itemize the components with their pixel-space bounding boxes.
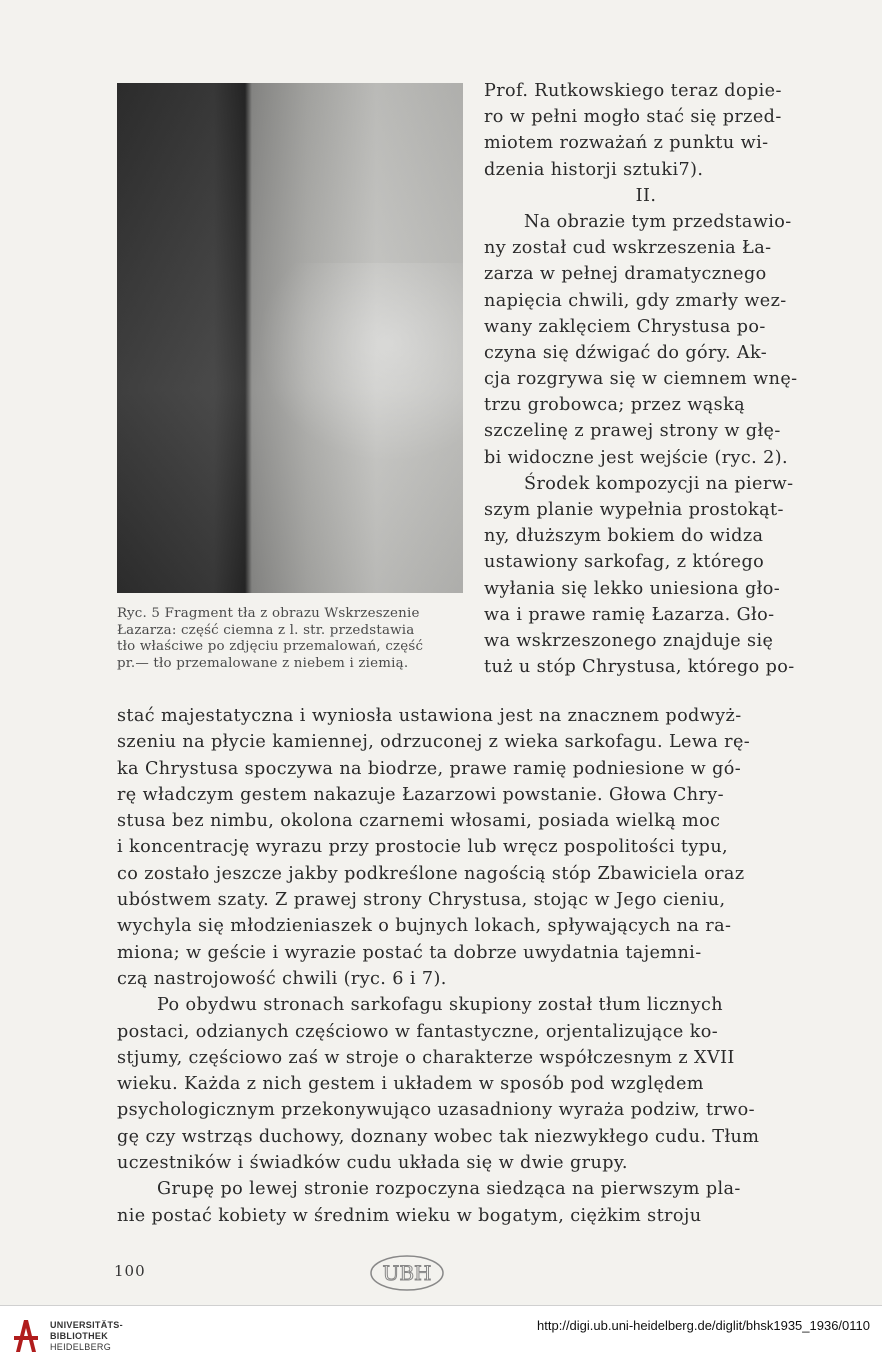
text-line: napięcia chwili, gdy zmarły wez- [484, 290, 787, 311]
library-name [50, 1320, 123, 1353]
text-line: gę czy wstrząs duchowy, doznany wobec tak niezwykłego cudu. Tłum [117, 1126, 760, 1147]
page-number: 100 [114, 1262, 146, 1280]
painting-fragment-photo [117, 83, 463, 593]
text-line: cja rozgrywa się w ciemnem wnę- [484, 369, 798, 390]
photo-shading [117, 83, 463, 593]
caption-line: Łazarza: część ciemna z l. str. przedstawia [117, 622, 415, 638]
text-line: wany zaklęciem Chrystusa po- [484, 316, 766, 337]
text-line: stjumy, częściowo zaś w stroje o charakterze współczesnym z XVII [117, 1047, 735, 1068]
text-line: tuż u stóp Chrystusa, którego po- [484, 657, 795, 678]
text-line: rę władczym gestem nakazuje Łazarzowi powstanie. Głowa Chry- [117, 784, 724, 805]
text-line: wychyla się młodzieniaszek o bujnych lokach, spływających na ra- [117, 916, 732, 937]
text-line: szeniu na płycie kamiennej, odrzuconej z wieka sarkofagu. Lewa rę- [117, 732, 751, 753]
text-line: co zostało jeszcze jakby podkreślone nagością stóp Zbawiciela oraz [117, 863, 745, 884]
text-line: czyna się dźwigać do góry. Ak- [484, 342, 768, 363]
text-line: szym planie wypełnia prostokąt- [484, 500, 784, 520]
text-line: miotem rozważań z punktu wi- [484, 133, 769, 154]
text-line: trzu grobowca; przez wąską [484, 395, 746, 416]
text-line: stusa bez nimbu, okolona czarnemi włosami, posiada wielką moc [117, 811, 721, 832]
caption-line: Ryc. 5 Fragment tła z obrazu Wskrzeszenie [117, 606, 420, 621]
text-line: ny, dłuższym bokiem do widza [484, 526, 764, 547]
library-line: HEIDELBERG [50, 1342, 112, 1352]
text-line: nie postać kobiety w średnim wieku w bogatym, ciężkim stroju [117, 1205, 702, 1226]
text-line: dzenia historji sztuki7). [484, 159, 704, 180]
text-line: wa i prawe ramię Łazarza. Gło- [484, 604, 775, 625]
library-line: BIBLIOTHEK [50, 1331, 108, 1341]
text-line: Grupę po lewej stronie rozpoczyna siedząca na pierwszym pla- [157, 1179, 741, 1200]
text-line: psychologicznym przekonywująco uzasadniony wyraża podziw, trwo- [117, 1100, 756, 1121]
caption-line: tło właściwe po zdjęciu przemalowań, część [117, 639, 424, 655]
figure-caption [117, 606, 463, 672]
text-line: i koncentrację wyrazu przy prostocie lub wręcz pospolitości typu, [117, 837, 729, 858]
text-line: ny został cud wskrzeszenia Ła- [484, 238, 772, 259]
text-line: ubóstwem szaty. Z prawej strony Chrystusa, stojąc w Jego cieniu, [117, 890, 726, 911]
text-line: szczelinę z prawej strony w głę- [484, 421, 781, 442]
text-line: ka Chrystusa spoczywa na biodrze, prawe ramię podniesione w gó- [117, 758, 742, 779]
text-line: Prof. Rutkowskiego teraz dopie- [484, 81, 782, 101]
text-line: Po obydwu stronach sarkofagu skupiony został tłum licznych [157, 995, 723, 1016]
text-line: miona; w geście i wyrazie postać ta dobrze uwydatnia tajemni- [117, 942, 702, 963]
library-stamp [368, 1253, 446, 1293]
full-width-text [117, 703, 807, 1229]
text-line: wa wskrzeszonego znajduje się [484, 630, 774, 651]
text-line: ustawiony sarkofag, z którego [484, 552, 765, 573]
library-line: UNIVERSITÄTS- [50, 1320, 123, 1330]
text-line: ro w pełni mogło stać się przed- [484, 107, 782, 128]
text-line: wieku. Każda z nich gestem i układem w sposób pod względem [117, 1074, 704, 1095]
permalink-url[interactable]: http://digi.ub.uni-heidelberg.de/diglit/bhsk1935_1936/0110 [537, 1318, 870, 1333]
stamp-text: UBH [382, 1261, 432, 1285]
text-line: czą nastrojowość chwili (ryc. 6 i 7). [117, 968, 447, 989]
university-logo-icon [12, 1316, 40, 1356]
text-line: stać majestatyczna i wyniosła ustawiona jest na znacznem podwyż- [117, 706, 742, 726]
caption-line: pr.— tło przemalowane z niebem i ziemią. [117, 655, 409, 671]
right-text-column [484, 78, 808, 680]
text-line: Na obrazie tym przedstawio- [524, 211, 792, 232]
text-line: Środek kompozycji na pierw- [524, 473, 794, 494]
text-line: wyłania się lekko uniesiona gło- [484, 578, 781, 599]
viewer-footer [0, 1305, 882, 1371]
text-line: uczestników i świadków cudu układa się w dwie grupy. [117, 1153, 628, 1174]
text-line: bi widoczne jest wejście (ryc. 2). [484, 447, 788, 468]
text-line: postaci, odzianych częściowo w fantastyczne, orjentalizujące ko- [117, 1021, 719, 1042]
text-line: zarza w pełnej dramatycznego [484, 264, 767, 285]
section-heading: II. [635, 185, 657, 206]
